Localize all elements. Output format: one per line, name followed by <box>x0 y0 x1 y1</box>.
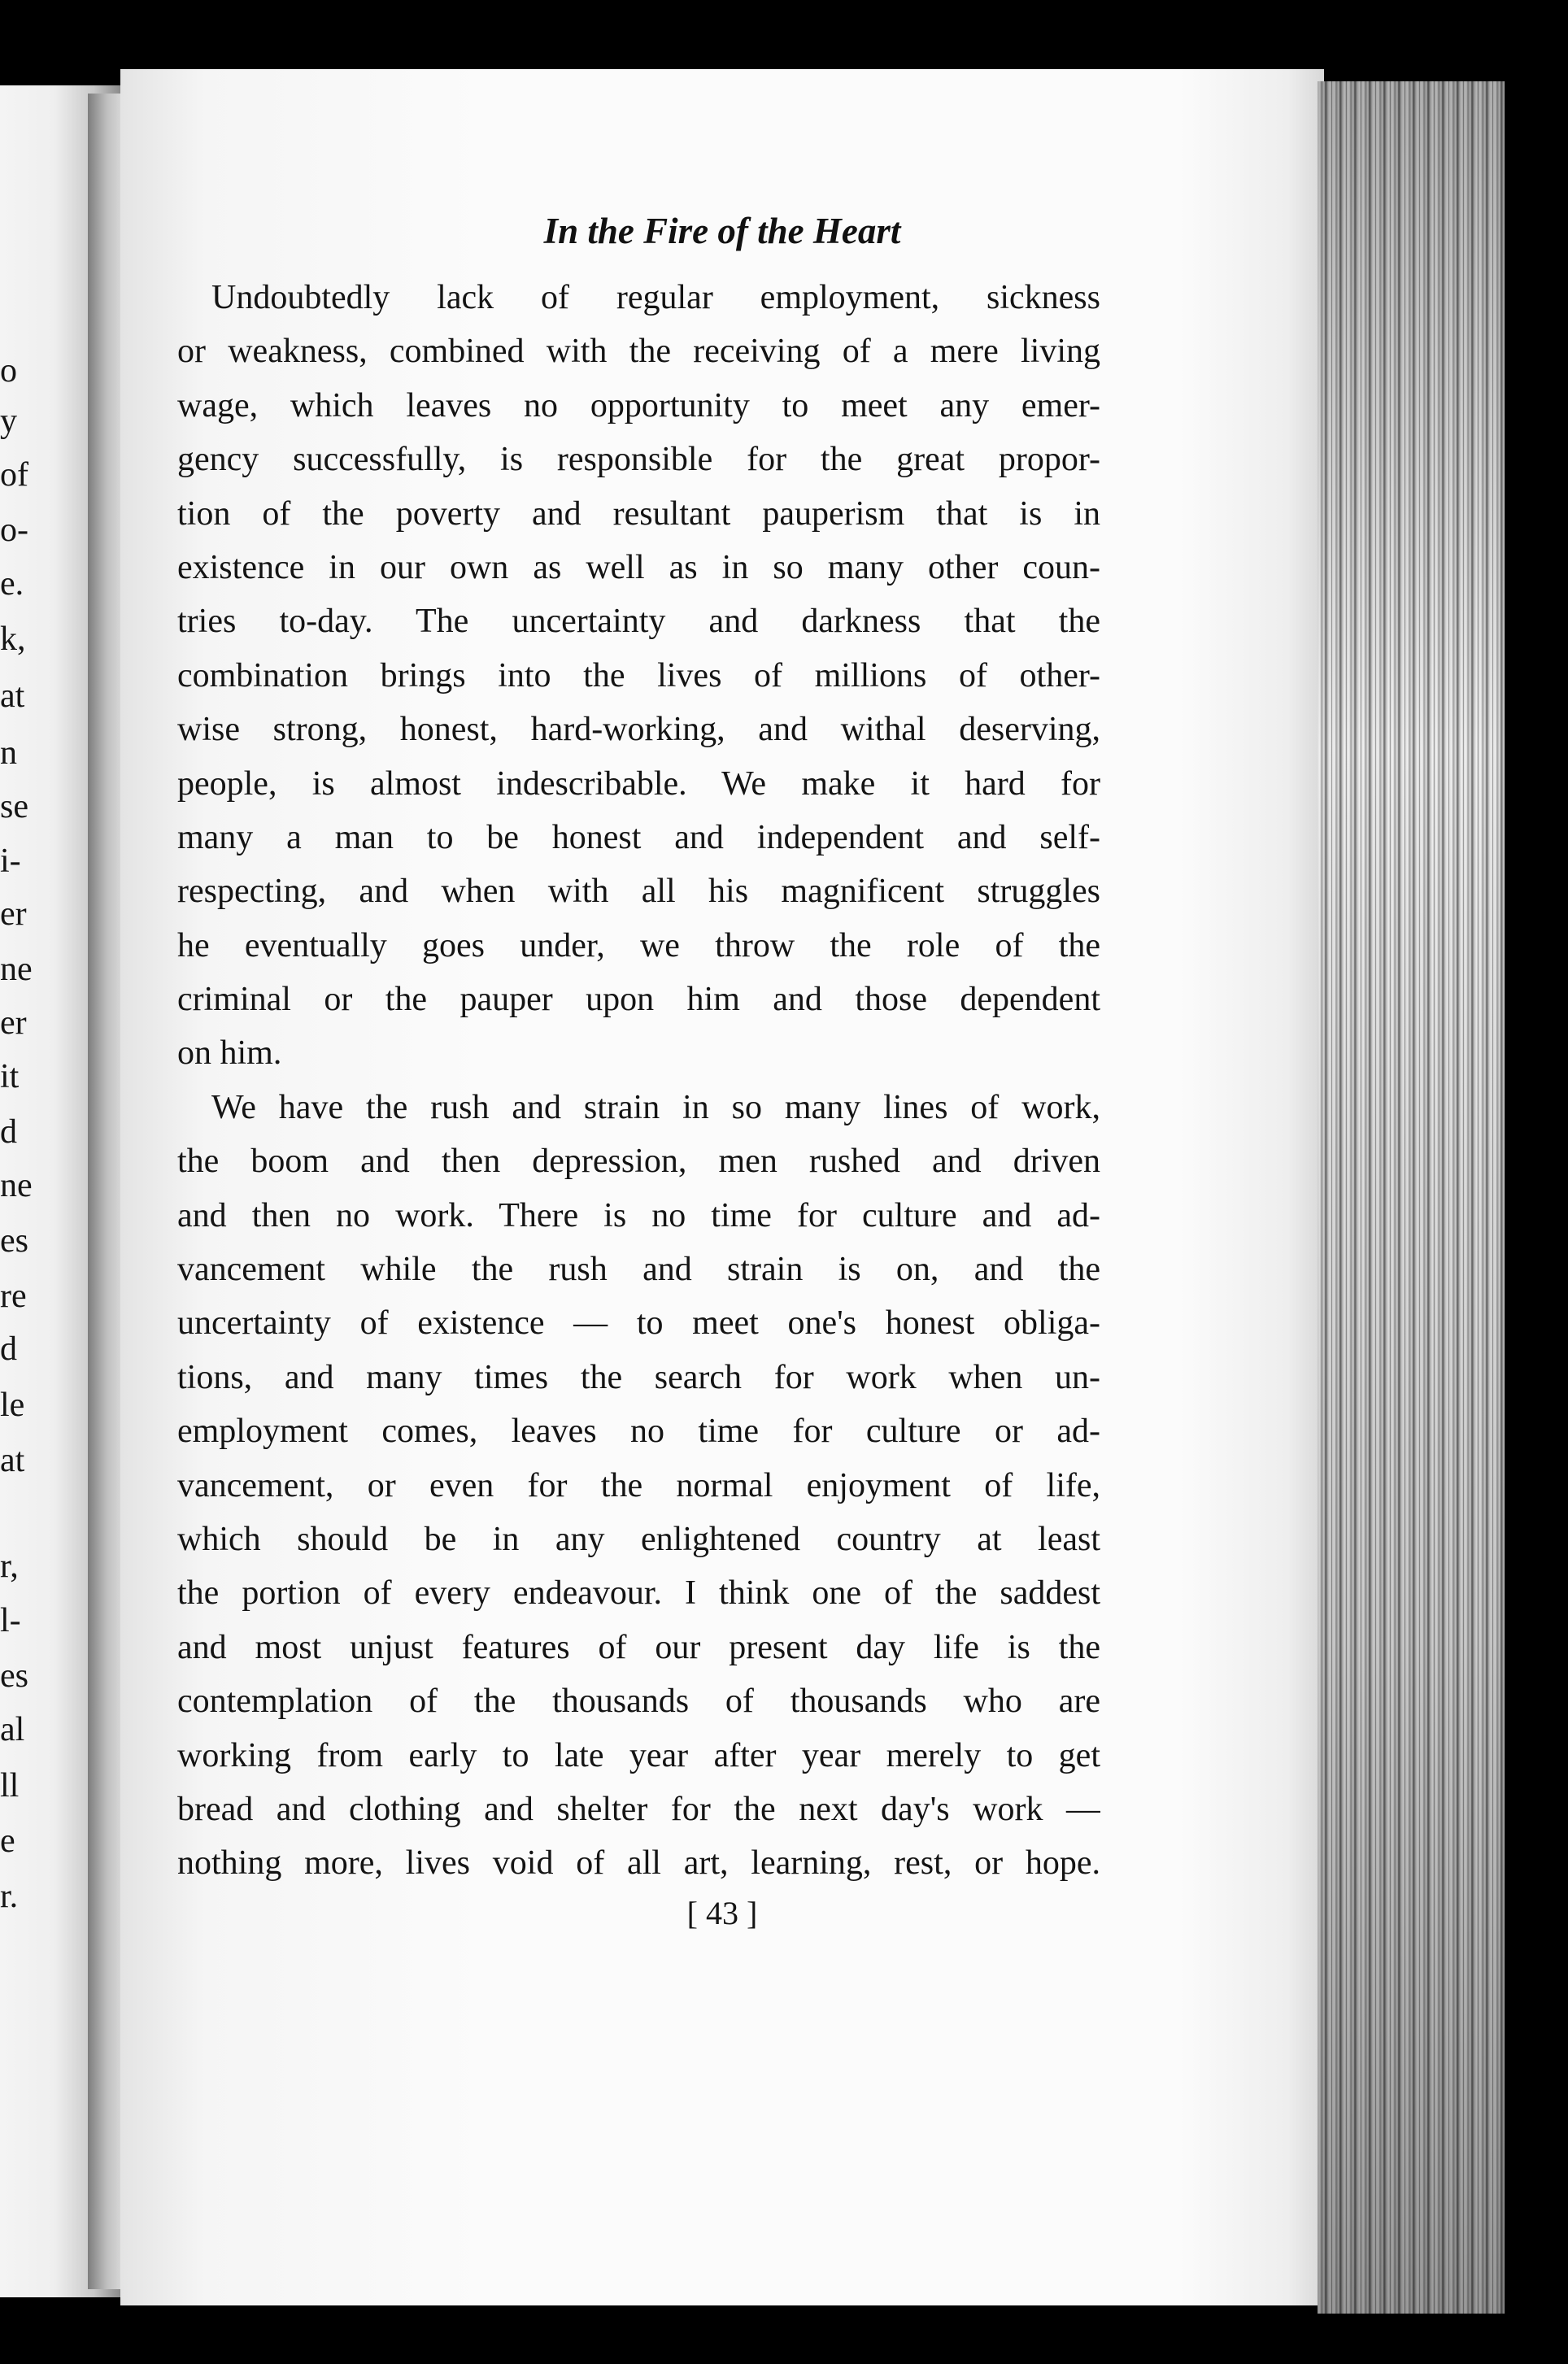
previous-page-line-fragment: ll <box>0 1767 20 1805</box>
text-line: which should be in any enlightened country at least <box>177 1520 1100 1558</box>
text-line: he eventually goes under, we throw the role of the <box>177 926 1100 964</box>
text-line: the portion of every endeavour. I think one of the saddest <box>177 1574 1100 1613</box>
previous-page-line-fragment: le <box>0 1387 25 1424</box>
paragraph <box>177 1081 1100 1891</box>
previous-page-line-fragment: d <box>0 1113 17 1151</box>
text-line: or weakness, combined with the receiving of a mere living <box>177 333 1100 371</box>
text-line: employment comes, leaves no time for culture or ad- <box>177 1413 1100 1451</box>
text-line: Undoubtedly lack of regular employment, sickness <box>211 279 1100 316</box>
previous-page-line-fragment: it <box>0 1058 20 1095</box>
previous-page-line-fragment: o- <box>0 512 28 549</box>
previous-page-line-fragment: se <box>0 788 28 825</box>
text-line: contemplation of the thousands of thousands who are <box>177 1683 1100 1721</box>
book-fore-edge <box>1318 81 1505 2314</box>
text-line: vancement, or even for the normal enjoyment of life, <box>177 1466 1100 1504</box>
text-line: wage, which leaves no opportunity to meet any emer- <box>177 386 1100 424</box>
text-line: vancement while the rush and strain is on, and the <box>177 1251 1100 1289</box>
text-line: on him. <box>177 1034 282 1073</box>
text-line: working from early to late year after year merely to get <box>177 1736 1100 1774</box>
previous-page-line-fragment: of <box>0 456 28 494</box>
previous-page-line-fragment: r. <box>0 1878 19 1915</box>
body-text <box>177 271 1100 1891</box>
text-line: combination brings into the lives of millions of other- <box>177 656 1100 694</box>
text-line: uncertainty of existence — to meet one's honest obliga- <box>177 1304 1100 1343</box>
previous-page-line-fragment: er <box>0 1004 27 1042</box>
paragraph <box>177 271 1100 1081</box>
previous-page-line-fragment: l- <box>0 1602 21 1639</box>
text-line: wise strong, honest, hard-working, and withal deserving, <box>177 711 1100 749</box>
previous-page-line-fragment: e. <box>0 565 24 603</box>
text-line: nothing more, lives void of all art, learning, rest, or hope. <box>177 1844 1100 1883</box>
text-line: and most unjust features of our present day life is the <box>177 1628 1100 1666</box>
text-line: people, is almost indescribable. We make it hard for <box>177 764 1100 803</box>
text-line: gency successfully, is responsible for the great propor- <box>177 441 1100 479</box>
text-line: existence in our own as well as in so many other coun- <box>177 548 1100 586</box>
running-head: In the Fire of the Heart <box>543 211 901 251</box>
previous-page-line-fragment: d <box>0 1330 17 1368</box>
text-line: many a man to be honest and independent and self- <box>177 818 1100 856</box>
previous-page-line-fragment: ne <box>0 951 33 988</box>
text-line: and then no work. There is no time for culture and ad- <box>177 1196 1100 1234</box>
text-line: respecting, and when with all his magnificent struggles <box>177 873 1100 911</box>
text-line: bread and clothing and shelter for the next day's work — <box>177 1790 1100 1828</box>
text-line: criminal or the pauper upon him and those dependent <box>177 981 1100 1019</box>
previous-page-line-fragment: re <box>0 1278 27 1315</box>
previous-page-line-fragment: n <box>0 734 17 772</box>
previous-page-line-fragment: at <box>0 1442 25 1479</box>
previous-page-line-fragment: er <box>0 895 27 933</box>
previous-page-line-fragment: r, <box>0 1548 19 1585</box>
previous-page-line-fragment: es <box>0 1222 28 1260</box>
text-line: tions, and many times the search for work when un- <box>177 1358 1100 1396</box>
text-line: tries to-day. The uncertainty and darkness that the <box>177 603 1100 641</box>
text-line: tion of the poverty and resultant pauperism that is in <box>177 494 1100 533</box>
previous-page-line-fragment: es <box>0 1657 28 1695</box>
text-line: We have the rush and strain in so many lines of work, <box>211 1088 1100 1126</box>
previous-page-line-fragment: k, <box>0 620 26 658</box>
previous-page-line-fragment: al <box>0 1711 25 1748</box>
text-line: the boom and then depression, men rushed and driven <box>177 1143 1100 1181</box>
previous-page-line-fragment: i- <box>0 842 21 880</box>
previous-page-line-fragment: o <box>0 352 17 390</box>
page-number: [ 43 ] <box>686 1895 758 1931</box>
previous-page-line-fragment: y <box>0 403 17 440</box>
previous-page-line-fragment: e <box>0 1822 15 1860</box>
previous-page-line-fragment: ne <box>0 1167 33 1204</box>
previous-page-line-fragment: at <box>0 677 25 715</box>
